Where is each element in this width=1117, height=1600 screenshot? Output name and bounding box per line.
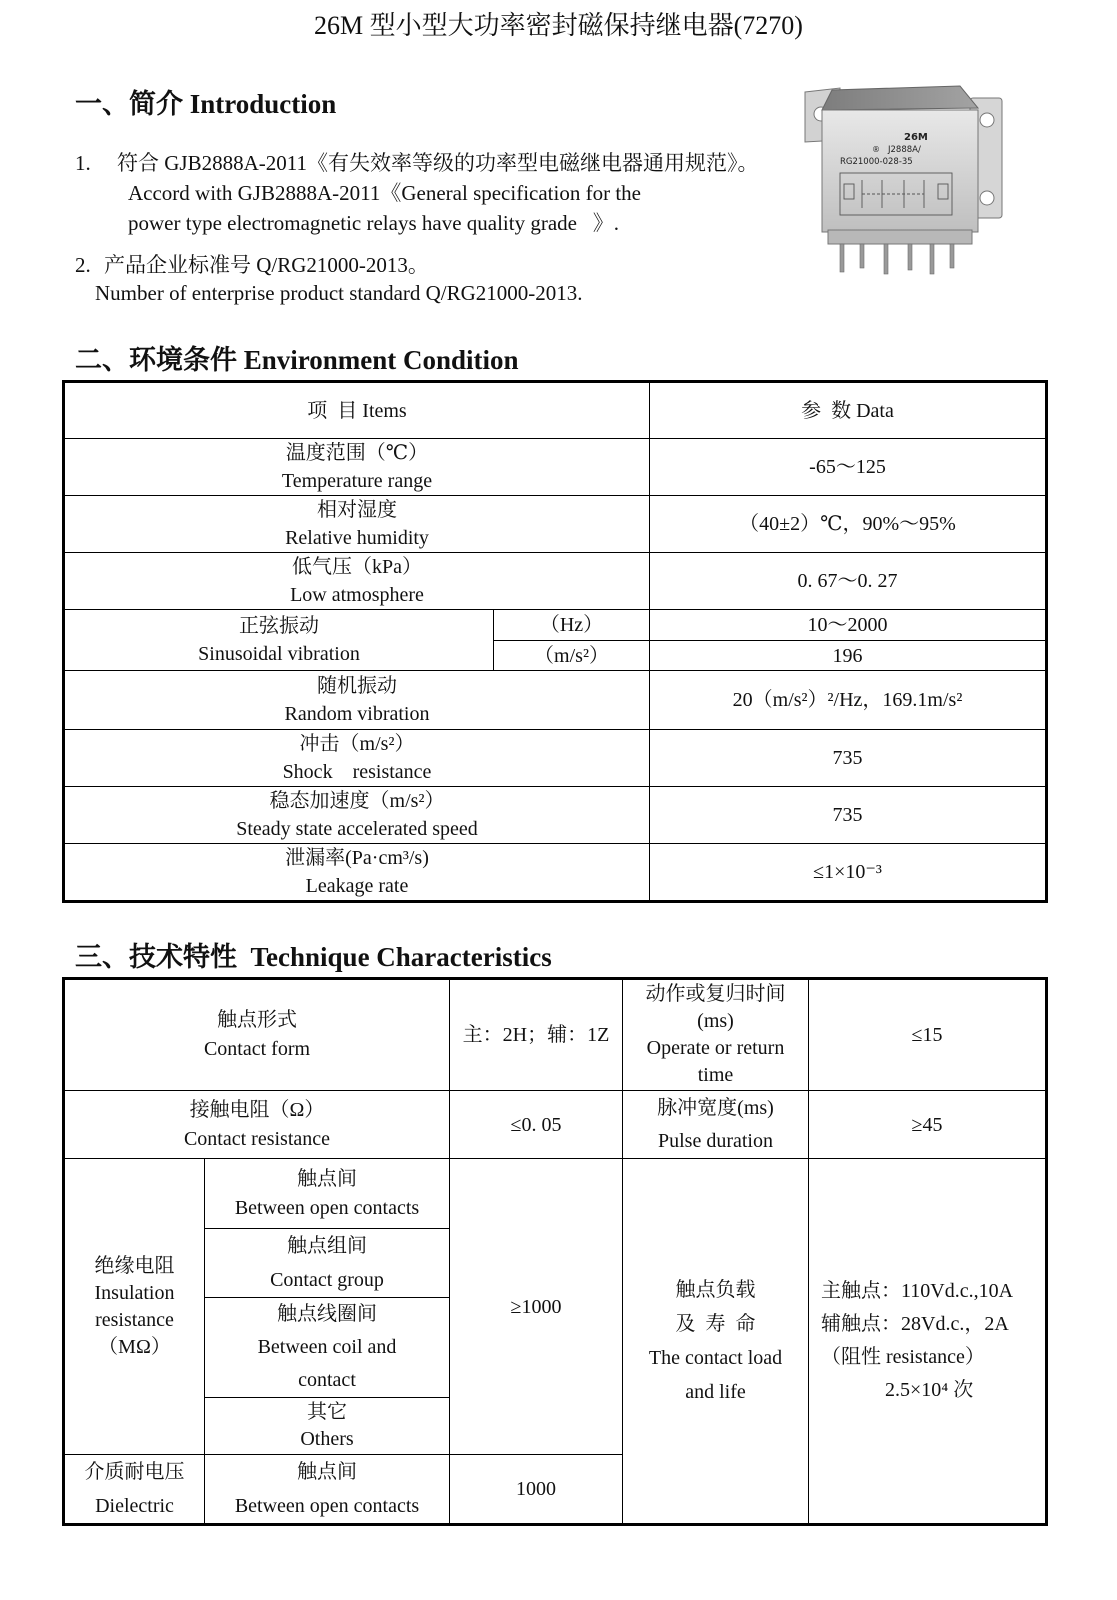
relay-registered-mark: ® xyxy=(872,145,880,154)
table-row xyxy=(64,844,1047,902)
load-life-main-contact: 主触点：110Vd.c.,10A xyxy=(821,1280,1014,1302)
header-items-label: 项 目 Items xyxy=(307,399,407,422)
contact-resistance-cell xyxy=(64,1091,450,1159)
dielectric-value: 1000 xyxy=(516,1478,556,1500)
dielectric-value-cell xyxy=(450,1455,623,1525)
environment-table xyxy=(62,380,1048,903)
item-value: ≤1×10⁻³ xyxy=(813,861,882,883)
intro-item-1-zh: 符合 GJB2888A-2011《有失效率等级的功率型电磁继电器通用规范》。 xyxy=(117,151,759,175)
item-en: Leakage rate xyxy=(305,875,409,897)
right-flange-hole-bottom xyxy=(980,191,994,205)
item-cell xyxy=(64,496,650,553)
operate-time-en-line-2: time xyxy=(697,1064,734,1086)
item-zh: 正弦振动 xyxy=(239,615,319,637)
contact-form-value-cell xyxy=(450,979,623,1091)
load-life-zh-line-1: 触点负载 xyxy=(675,1279,756,1301)
item-zh: 低气压（kPa） xyxy=(292,556,422,578)
item-cell xyxy=(64,787,650,844)
item-zh: 温度范围（℃） xyxy=(285,442,429,464)
value-cell xyxy=(650,671,1047,730)
contact-resistance-value-cell xyxy=(450,1091,623,1159)
dielectric-item-zh: 触点间 xyxy=(297,1461,357,1483)
value-cell xyxy=(650,730,1047,787)
item-en: Relative humidity xyxy=(285,527,429,549)
item-unit: （m/s²） xyxy=(534,644,609,667)
unit-cell xyxy=(494,610,650,641)
operate-time-unit: (ms) xyxy=(697,1010,734,1032)
item-cell xyxy=(64,439,650,496)
operate-time-value: ≤15 xyxy=(911,1024,943,1046)
value-cell xyxy=(650,553,1047,610)
relay-top-face xyxy=(822,86,978,110)
value-cell xyxy=(650,610,1047,641)
environment-heading: 二、环境条件 Environment Condition xyxy=(75,345,519,375)
value-cell xyxy=(650,844,1047,902)
item-zh: 冲击（m/s²） xyxy=(299,733,415,755)
pulse-duration-zh: 脉冲宽度(ms) xyxy=(657,1096,774,1119)
pulse-duration-cell xyxy=(623,1091,809,1159)
insulation-item-zh: 触点线圈间 xyxy=(277,1303,377,1325)
load-life-zh-line-2: 及 寿 命 xyxy=(675,1313,756,1335)
right-flange-hole-top xyxy=(980,113,994,127)
insulation-item-en-line-2: contact xyxy=(298,1369,356,1391)
insulation-item-cell xyxy=(205,1398,450,1455)
load-life-en-line-1: The contact load xyxy=(648,1347,783,1369)
contact-form-zh: 触点形式 xyxy=(217,1009,297,1031)
intro-item-1-en-line-1: Accord with GJB2888A-2011《General specification for the xyxy=(128,181,641,205)
relay-pins xyxy=(840,244,954,274)
pulse-duration-en: Pulse duration xyxy=(658,1129,773,1152)
header-data xyxy=(650,382,1047,439)
insulation-en-line-2: resistance xyxy=(95,1308,174,1331)
insulation-item-cell xyxy=(205,1229,450,1298)
item-en: Random vibration xyxy=(284,703,430,725)
insulation-en-line-1: Insulation xyxy=(94,1281,175,1304)
insulation-item-en: Contact group xyxy=(270,1269,384,1291)
load-life-label-cell xyxy=(623,1159,809,1525)
pulse-duration-value-cell xyxy=(809,1091,1047,1159)
contact-resistance-value: ≤0. 05 xyxy=(510,1113,562,1136)
insulation-label-cell xyxy=(64,1159,205,1455)
item-value: 735 xyxy=(832,804,863,826)
item-zh: 稳态加速度（m/s²） xyxy=(269,790,445,812)
relay-code-label: RG21000-028-35 xyxy=(840,157,913,167)
technique-table xyxy=(62,977,1048,1526)
item-en: Shock resistance xyxy=(282,761,432,783)
load-life-value-cell xyxy=(809,1159,1047,1525)
contact-form-en: Contact form xyxy=(203,1038,311,1060)
technique-heading: 三、技术特性 Technique Characteristics xyxy=(75,942,552,972)
table-row xyxy=(64,1159,1047,1229)
table-row xyxy=(64,496,1047,553)
contact-resistance-en: Contact resistance xyxy=(183,1127,331,1150)
dielectric-zh: 介质耐电压 xyxy=(84,1461,185,1483)
operate-time-en-line-1: Operate or return xyxy=(646,1037,785,1059)
relay-standard-label: J2888A/ xyxy=(888,145,921,155)
insulation-item-en: Between open contacts xyxy=(234,1196,420,1219)
item-zh: 随机振动 xyxy=(317,675,397,697)
item-cell xyxy=(64,730,650,787)
intro-item-1-en-line-2: power type electromagnetic relays have quality grade 》. xyxy=(128,211,619,235)
insulation-zh: 绝缘电阻 xyxy=(94,1254,175,1277)
insulation-value: ≥1000 xyxy=(510,1295,562,1318)
item-en: Temperature range xyxy=(281,470,433,492)
value-cell xyxy=(650,787,1047,844)
pulse-duration-value: ≥45 xyxy=(911,1113,943,1136)
insulation-item-en-line-1: Between coil and xyxy=(257,1336,397,1358)
table-row xyxy=(64,1091,1047,1159)
insulation-item-en: Others xyxy=(300,1428,354,1450)
operate-time-zh: 动作或复归时间 xyxy=(645,983,786,1005)
document-title: 26M 型小型大功率密封磁保持继电器(7270) xyxy=(314,11,803,40)
insulation-value-cell xyxy=(450,1159,623,1455)
intro-item-1-number: 1. xyxy=(75,151,91,175)
value-cell xyxy=(650,641,1047,671)
contact-form-value: 主：2H；辅：1Z xyxy=(462,1024,610,1046)
item-en: Sinusoidal vibration xyxy=(198,643,360,665)
table-row xyxy=(64,439,1047,496)
table-row xyxy=(64,979,1047,1091)
item-value: 735 xyxy=(832,747,863,769)
item-cell xyxy=(64,844,650,902)
item-zh: 泄漏率(Pa·cm³/s) xyxy=(285,847,429,869)
table-row xyxy=(64,671,1047,730)
dielectric-en: Dielectric xyxy=(95,1495,174,1517)
relay-base xyxy=(828,230,972,244)
relay-front-face xyxy=(822,110,978,232)
load-life-cycles: 2.5×10⁴ 次 xyxy=(885,1379,974,1401)
relay-model-label: 26M xyxy=(904,132,928,143)
item-value: 20（m/s²）²/Hz，169.1m/s² xyxy=(732,689,963,711)
dielectric-item-en: Between open contacts xyxy=(234,1495,420,1517)
insulation-unit: （MΩ） xyxy=(98,1335,171,1358)
load-life-en-line-2: and life xyxy=(685,1381,746,1403)
item-cell xyxy=(64,553,650,610)
insulation-item-cell xyxy=(205,1159,450,1229)
insulation-item-zh: 触点间 xyxy=(297,1167,357,1190)
header-data-label: 参 数 Data xyxy=(801,399,894,422)
intro-heading: 一、简介 Introduction xyxy=(75,89,337,119)
item-zh: 相对湿度 xyxy=(317,499,397,521)
value-cell xyxy=(650,496,1047,553)
load-life-aux-contact: 辅触点：28Vd.c.，2A xyxy=(821,1313,1009,1335)
item-value: （40±2）℃，90%～95% xyxy=(739,513,956,535)
contact-resistance-zh: 接触电阻（Ω） xyxy=(189,1098,325,1121)
contact-form-cell xyxy=(64,979,450,1091)
operate-time-value-cell xyxy=(809,979,1047,1091)
relay-product-image xyxy=(800,80,1010,275)
item-cell xyxy=(64,671,650,730)
dielectric-label-cell xyxy=(64,1455,205,1525)
item-en: Low atmosphere xyxy=(290,584,424,606)
item-unit: （Hz） xyxy=(539,614,604,636)
item-value: -65～125 xyxy=(809,456,886,478)
value-cell xyxy=(650,439,1047,496)
unit-cell xyxy=(494,641,650,671)
operate-time-cell xyxy=(623,979,809,1091)
table-row xyxy=(64,730,1047,787)
intro-item-2-number: 2. xyxy=(75,253,91,277)
item-en: Steady state accelerated speed xyxy=(236,818,478,840)
header-items xyxy=(64,382,650,439)
table-row xyxy=(64,787,1047,844)
load-life-load-type: （阻性 resistance） xyxy=(821,1346,985,1368)
table-header-row xyxy=(64,382,1047,439)
insulation-item-cell xyxy=(205,1298,450,1398)
item-value: 0. 67～0. 27 xyxy=(797,570,898,592)
dielectric-item-cell xyxy=(205,1455,450,1525)
item-cell xyxy=(64,610,494,671)
item-value: 196 xyxy=(832,644,863,667)
table-row xyxy=(64,553,1047,610)
intro-item-2-en-line-1: Number of enterprise product standard Q/RG21000-2013. xyxy=(95,281,583,305)
intro-item-2-zh: 产品企业标准号 Q/RG21000-2013。 xyxy=(104,253,429,277)
insulation-item-zh: 触点组间 xyxy=(287,1235,367,1257)
item-value: 10～2000 xyxy=(807,614,888,636)
table-row xyxy=(64,610,1047,641)
insulation-item-zh: 其它 xyxy=(307,1401,347,1423)
